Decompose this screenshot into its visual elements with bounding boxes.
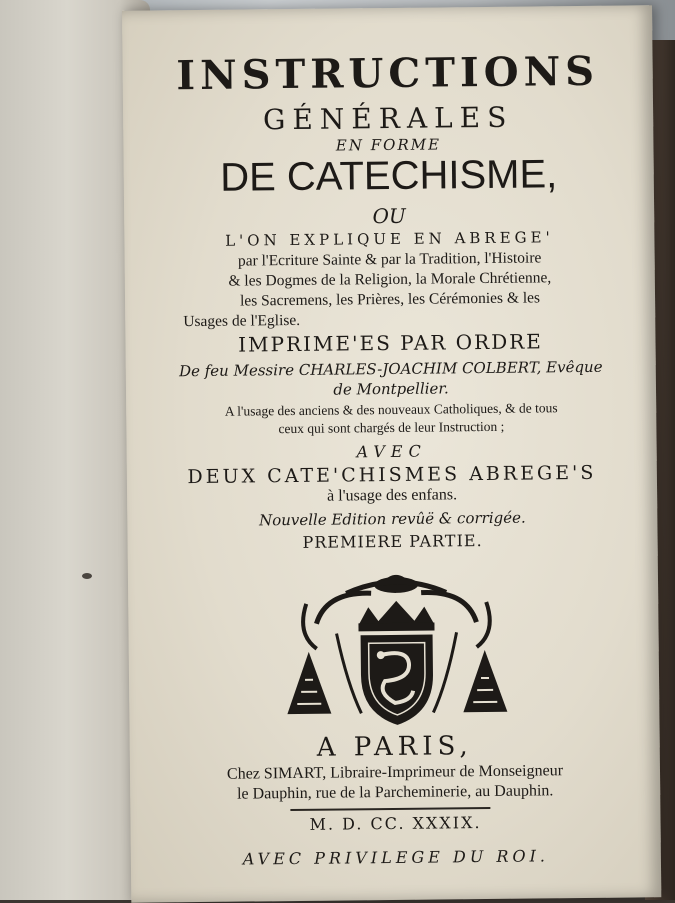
description-line: & les Dogmes de la Religion, la Morale Chrétienne, (228, 269, 552, 290)
description-line: par l'Ecriture Sainte & par la Tradition, l'Histoire (237, 249, 542, 270)
title-page (122, 5, 661, 903)
coat-of-arms-emblem (276, 562, 518, 737)
subtitle-explique: L'ON EXPLIQUE EN ABREGE' (225, 228, 554, 250)
usage-line: A l'usage des anciens & des nouveaux Catholiques, & de tous (224, 400, 558, 419)
subtitle-generales: GÉNÉRALES (262, 100, 514, 137)
imprimees-heading: IMPRIME'ES PAR ORDRE (238, 329, 543, 357)
enfans-line: à l'usage des enfans. (327, 486, 458, 505)
subtitle-en-forme: EN FORME (335, 135, 442, 155)
divider-rule (290, 807, 490, 811)
main-title: INSTRUCTIONS (176, 47, 600, 100)
edition-line: Nouvelle Edition revûë & corrigée. (258, 508, 526, 530)
printer-line: Chez SIMART, Libraire-Imprimeur de Monseigneur (226, 762, 564, 783)
subtitle-ou: OU (372, 203, 406, 229)
city-line: A PARIS, (316, 731, 473, 763)
privilege-line: AVEC PRIVILEGE DU ROI. (242, 846, 550, 869)
deux-catechismes-line: DEUX CATE'CHISMES ABREGE'S (187, 461, 597, 489)
usage-line: ceux qui sont chargés de leur Instruction ; (278, 418, 505, 437)
description-line: Usages de l'Eglise. (183, 311, 301, 331)
printer-line: le Dauphin, rue de la Parcheminerie, au Dauphin. (236, 782, 554, 803)
avec-line: AVEC (356, 441, 427, 462)
author-line: De feu Messire CHARLES-JOACHIM COLBERT, Evêque (178, 357, 603, 381)
partie-line: PREMIERE PARTIE. (302, 531, 483, 552)
subtitle-catechisme: DE CATECHISME, (219, 152, 558, 200)
description-line: les Sacremens, les Prières, les Cérémonies & les (239, 289, 541, 310)
author-line: de Montpellier. (333, 379, 449, 399)
ink-spot (82, 573, 92, 579)
year-line: M. D. CC. XXXIX. (309, 813, 482, 834)
